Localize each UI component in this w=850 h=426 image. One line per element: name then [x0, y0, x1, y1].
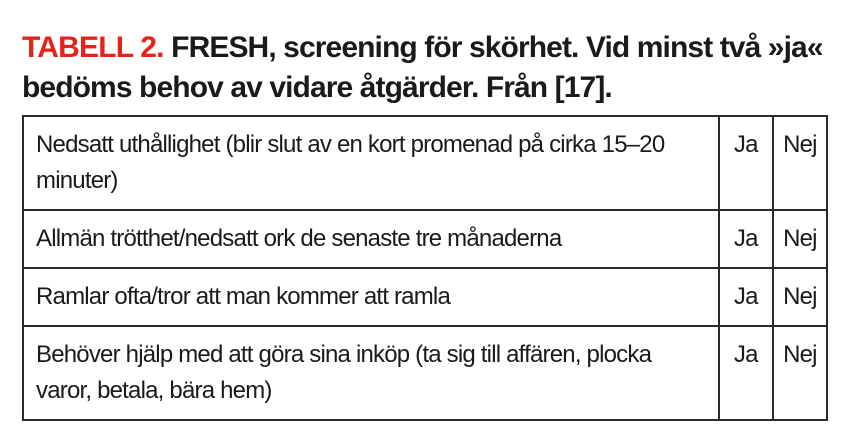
question-text: Ramlar ofta/tror att man kommer att ramla: [36, 283, 450, 310]
no-cell: Nej: [773, 326, 827, 420]
caption-text: FRESH, screening för skörhet. Vid minst två »ja« bedöms behov av vidare åtgärder. Från [17].: [22, 31, 823, 104]
table-row: [23, 116, 827, 210]
question-cell: [23, 326, 719, 420]
no-cell: Nej: [773, 268, 827, 326]
table-row: [23, 268, 827, 326]
no-cell: Nej: [773, 210, 827, 268]
table-caption: [22, 28, 832, 108]
question-cell: [23, 116, 719, 210]
fresh-screening-table: [22, 115, 828, 421]
question-text: Behöver hjälp med att göra sina inköp (ta sig till affären, plocka varor, betala, bära hem): [36, 341, 652, 404]
table-row: [23, 210, 827, 268]
question-text: Nedsatt uthållighet (blir slut av en kort promenad på cirka 15–20 minuter): [36, 131, 665, 194]
yes-cell: Ja: [719, 268, 773, 326]
yes-cell: Ja: [719, 210, 773, 268]
table-label: TABELL 2.: [22, 31, 164, 64]
question-cell: [23, 268, 719, 326]
yes-cell: Ja: [719, 116, 773, 210]
yes-cell: Ja: [719, 326, 773, 420]
table-row: [23, 326, 827, 420]
no-cell: Nej: [773, 116, 827, 210]
question-text: Allmän trötthet/nedsatt ork de senaste tre månaderna: [36, 225, 562, 252]
question-cell: [23, 210, 719, 268]
